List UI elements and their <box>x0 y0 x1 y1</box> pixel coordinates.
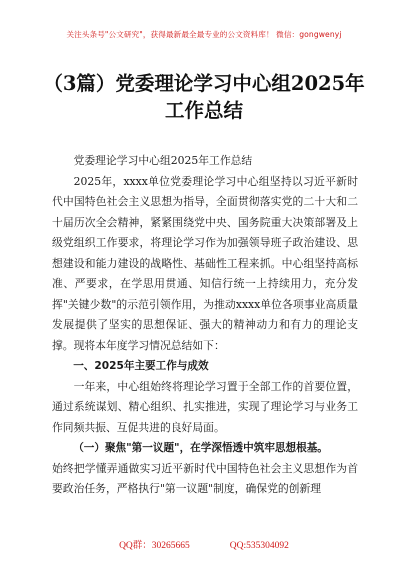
document-title: （3篇）党委理论学习中心组2025年工作总结 <box>43 72 365 122</box>
promo-banner: 关注头条号"公文研究"，获得最新最全最专业的公文资料库！ 微信：gongwenyj <box>66 30 342 39</box>
subsection-heading-1: （一）聚焦"第一议题"，在学深悟透中筑牢思想根基。 <box>73 442 328 454</box>
paragraph-first-topic: 始终把学懂弄通做实习近平新时代中国特色社会主义思想作为首要政治任务，严格执行"第一议题"制度，确保党的创新理 <box>52 461 358 495</box>
paragraph-summary: 一年来，中心组始终将理论学习置于全部工作的首要位置，通过系统谋划、精心组织、扎实推进，实现了理论学习与业务工作同频共振、互促共进的良好局面。 <box>52 379 358 434</box>
paragraph-intro: 2025年，xxxx单位党委理论学习中心组坚持以习近平新时代中国特色社会主义思想为指导，全面贯彻落实党的二十大和二十届历次全会精神，紧紧围绕党中央、国务院重大决策部署及上级党组织工作要求，将理论学习作为加强领导班子政治建设、思想建设和能力建设的战略性、基础性工程来抓。中心组坚持高标准、严要求，在学思用贯通、知信行统一上持续用力，充分发挥"关键少数"的示范引领作用，为推动xxxx单位各项事业高质量发展提供了坚实的思想保证、强大的精神动力和有力的理论支撑。现将本年度学习情况总结如下： <box>52 174 358 352</box>
section-heading-1: 一、2025年主要工作与成效 <box>73 360 209 372</box>
footer-qq-number: QQ:535304092 <box>229 541 289 551</box>
footer-qq-group: QQ群：30265665 <box>119 541 190 551</box>
footer-contact <box>0 537 408 551</box>
document-body <box>52 151 358 500</box>
document-subtitle: 党委理论学习中心组2025年工作总结 <box>73 154 253 167</box>
